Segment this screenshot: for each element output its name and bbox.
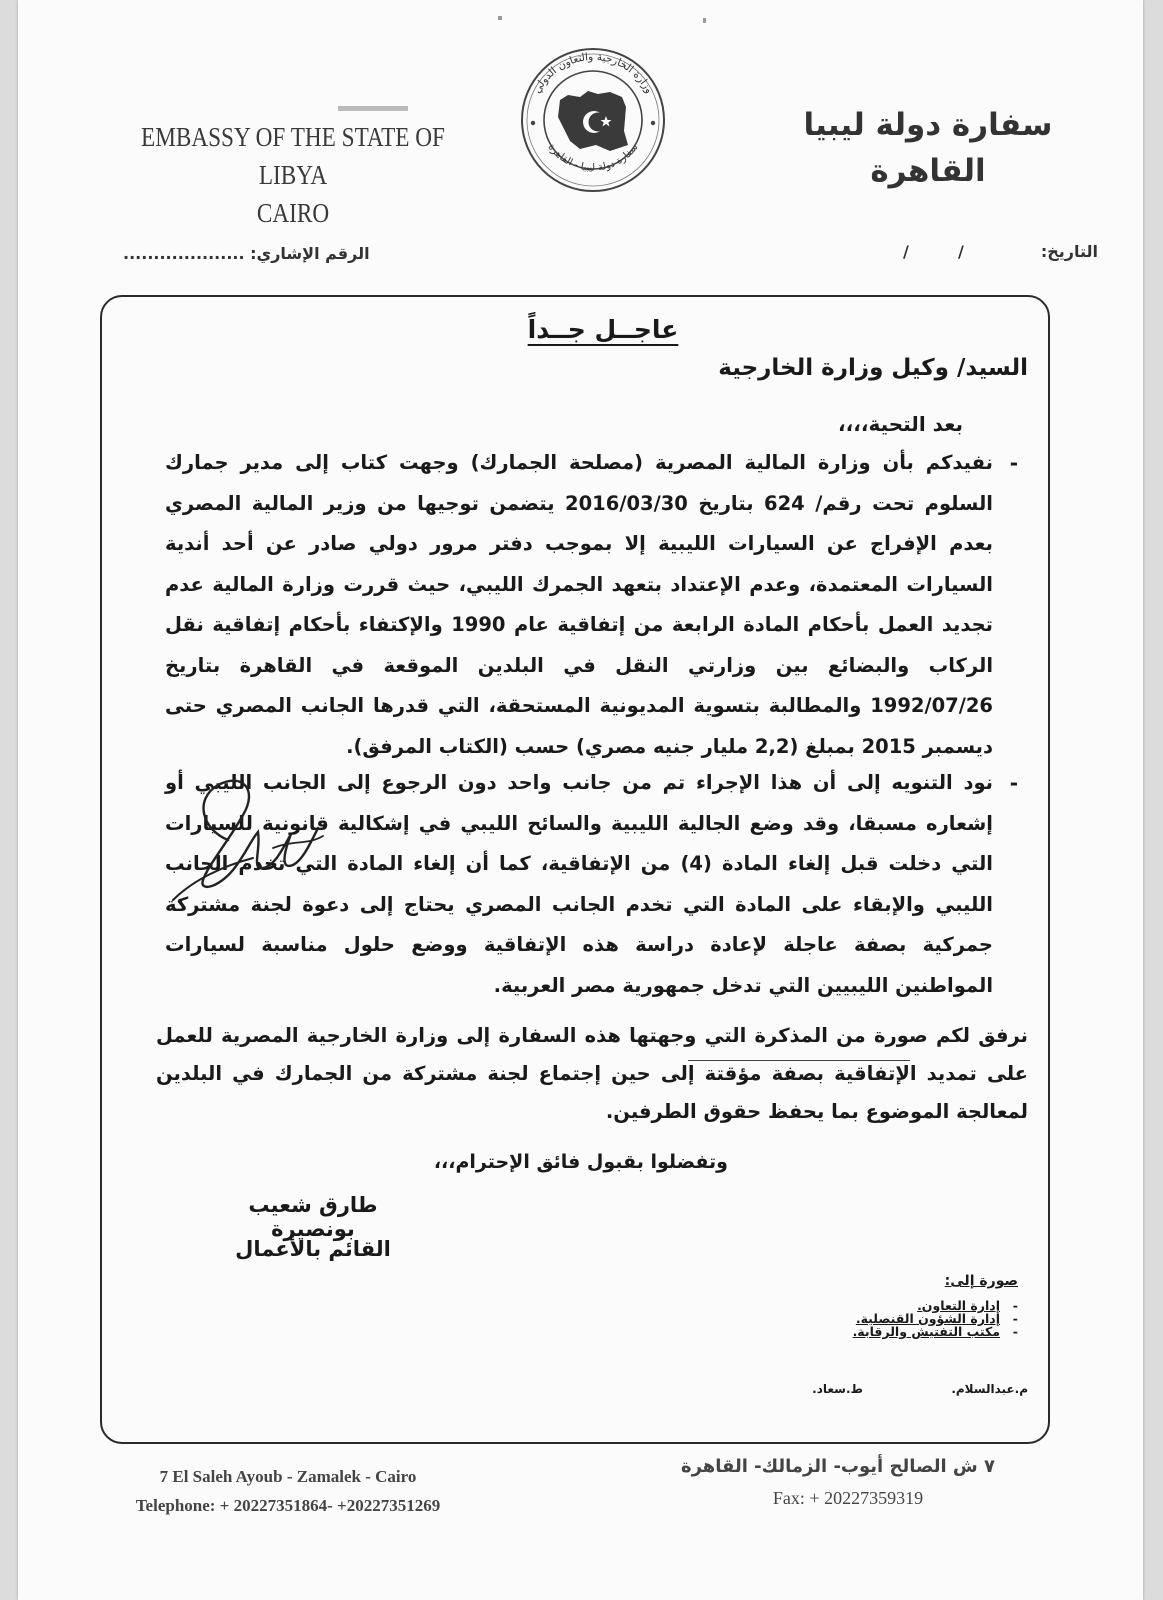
copy-recipient: - مكتب التفتيش والرقابة.: [852, 1324, 1018, 1339]
paragraph-1: [165, 443, 1018, 767]
copy-recipient: - إدارة التعاون.: [917, 1298, 1018, 1313]
footer-telephone: Telephone: + 20227351864- +20227351269: [135, 1496, 441, 1515]
footer-fax: Fax: + 20227359319: [772, 1488, 924, 1508]
paragraph-1-text: نفيدكم بأن وزارة المالية المصرية (مصلحة الجمارك) وجهت كتاب إلى مدير جمارك السلوم تحت رقم/ 624 بتاريخ 2016/03/30 يتضمن توجيها من وزير المالية المصري بعدم الإفراج عن السيارات الليبية إلا بموجب دفتر مرور دولي صادر عن أحد أندية السيارات المعتمدة، وعدم الإعتداد بتعهد الجمرك الليبي، حيث قررت وزارة المالية عدم تجديد العمل بأحكام المادة الرابعة من إتفاقية عام 1990 والإكتفاء بأحكام إتفاقية نقل الركاب والبضائع بين وزارتي النقل في البلدين الموقعة في القاهرة بتاريخ 1992/07/26 والمطالبة بتسوية المديونية المستحقة، التي قدرها الجانب المصري حتى ديسمبر 2015 بمبلغ (2,2 مليار جنيه مصري) حسب (الكتاب المرفق).: [165, 451, 994, 758]
initials-1: م.عبدالسلام.: [951, 1382, 1028, 1396]
greeting: بعد التحية،،،،: [838, 412, 963, 436]
copies-list: [818, 1299, 1018, 1338]
embassy-name-ar: سفارة دولة ليبيا: [803, 107, 1053, 143]
bullet-dash: -: [1009, 451, 1018, 475]
date-separator: /: [903, 242, 909, 261]
copy-recipient: - إدارة الشؤون القنصلية.: [855, 1311, 1018, 1326]
embassy-name-en: EMBASSY OF THE STATE OF LIBYA: [141, 122, 445, 190]
copies-label: صورة إلى:: [944, 1273, 1018, 1289]
scan-smudge: [338, 106, 408, 111]
footer-en: [113, 1462, 463, 1520]
letterhead-ar: [798, 102, 1058, 194]
city-ar: القاهرة: [870, 153, 986, 189]
footer-address-en: 7 El Saleh Ayoub - Zamalek - Cairo: [159, 1467, 417, 1486]
closing-line: وتفضلوا بقبول فائق الإحترام،،،: [433, 1151, 728, 1173]
signatory-title: القائم بالأعمال: [235, 1237, 391, 1261]
footer-address-ar: ٧ ش الصالح أيوب- الزمالك- القاهرة: [680, 1456, 996, 1477]
paragraph-3: نرفق لكم صورة من المذكرة التي وجهتها هذه السفارة إلى وزارة الخارجية المصرية للعمل على تمديد الإتفاقية بصفة مؤقتة إلى حين إجتماع لجنة مشتركة من الجمارك في البلدين لمعالجة الموضوع بما يحفظ حقوق الطرفين.: [156, 1024, 1028, 1123]
scan-speck: [703, 18, 706, 23]
handwritten-signature-icon: [133, 770, 373, 910]
bullet-dash: -: [1009, 771, 1018, 795]
svg-text:سفارة دولة ليبيا - القاهرة: سفارة دولة ليبيا - القاهرة: [545, 141, 641, 174]
svg-text:وزارة الخارجية والتعاون الدولي: وزارة الخارجية والتعاون الدولي: [531, 50, 656, 96]
reference-number: الرقم الإشاري: ....................: [123, 244, 370, 263]
city-en: CAIRO: [256, 198, 330, 228]
letter-page: [18, 0, 1143, 1600]
urgency-heading: عاجــل جــداً: [527, 315, 679, 344]
date-label: التاريخ:: [1040, 242, 1098, 261]
copies-divider: [688, 1060, 910, 1061]
paragraph-2-text: نود التنويه إلى أن هذا الإجراء تم من جانب واحد دون الرجوع إلى الجانب الليبي أو إشعاره مسبقا، وقد وضع الجالية الليبية والسائح الليبي في إشكالية قانونية للسيارات التي دخلت قبل إلغاء المادة (4) من الإتفاقية، كما أن إلغاء المادة التي تخدم الجانب الليبي والإبقاء على المادة التي تخدم الجانب المصري يحتاج إلى دعوة لجنة مشتركة جمركية بصفة عاجلة لإعادة دراسة هذه الإتفاقية ووضع حلول مناسبة لسيارات المواطنين الليبيين التي تدخل جمهورية مصر العربية.: [165, 771, 993, 997]
signatory-name: طارق شعيب بونصيرة: [248, 1193, 378, 1241]
initials-2: ط.سعاد.: [812, 1382, 863, 1396]
scan-speck: [498, 16, 502, 20]
embassy-seal-icon: [518, 45, 668, 195]
letterhead-en: [130, 118, 457, 232]
date-separator: /: [958, 242, 964, 261]
addressee: السيد/ وكيل وزارة الخارجية: [718, 355, 1028, 381]
